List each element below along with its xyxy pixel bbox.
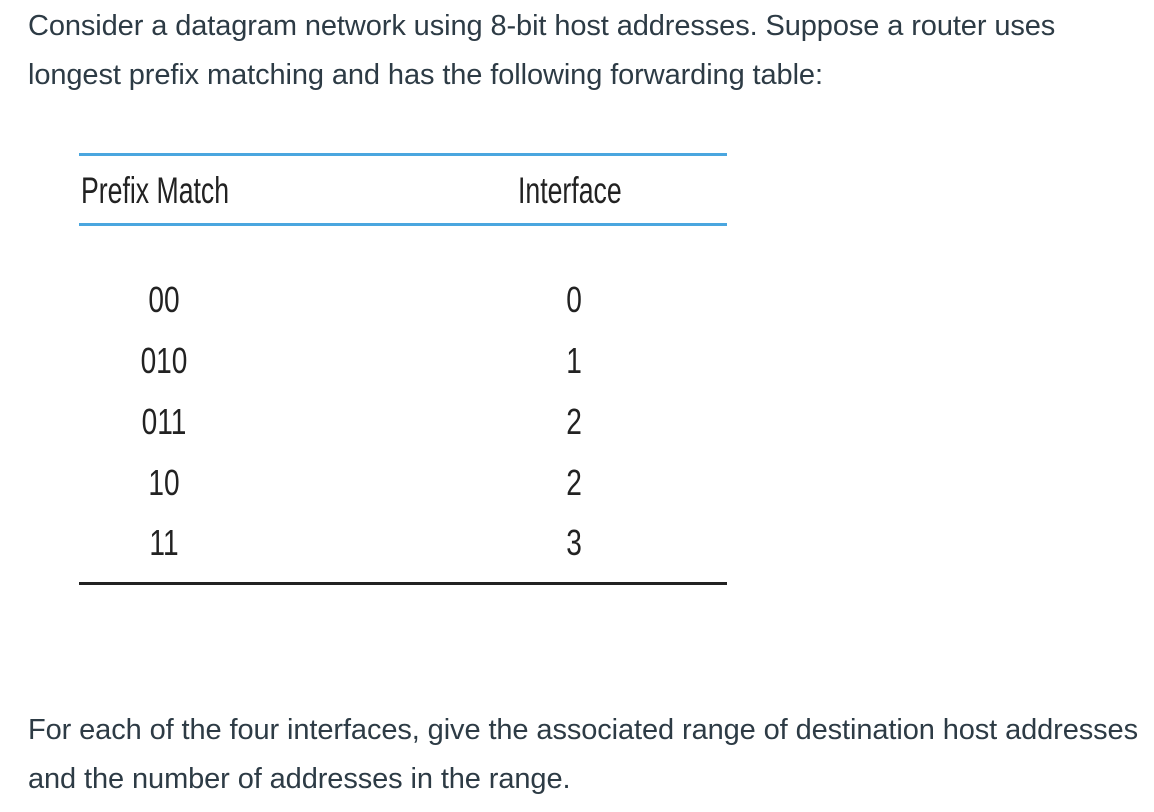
table-bottom-rule	[79, 582, 727, 585]
interface-header: Interface	[518, 170, 622, 211]
table-header-rule	[79, 223, 727, 226]
table-row-interface: 2	[566, 401, 582, 442]
prefix-match-header: Prefix Match	[81, 170, 230, 211]
table-row-interface: 0	[566, 279, 582, 320]
table-row-prefix: 00	[148, 279, 180, 320]
table-row-prefix: 010	[140, 340, 188, 381]
table-top-rule	[79, 153, 727, 156]
table-row-interface: 1	[566, 340, 582, 381]
table-row-prefix: 10	[148, 462, 180, 503]
table-row-prefix: 011	[141, 401, 187, 442]
forwarding-table	[79, 153, 727, 585]
question-intro-text: Consider a datagram network using 8-bit host addresses. Suppose a router uses longest prefix matching and has the following forwarding table:	[28, 10, 1056, 91]
table-row-prefix: 11	[149, 522, 179, 563]
table-row-interface: 3	[566, 522, 582, 563]
table-row-interface: 2	[566, 462, 582, 503]
question-prompt-text: For each of the four interfaces, give the associated range of destination host addresses and the number of addresses in the range.	[28, 714, 1138, 795]
